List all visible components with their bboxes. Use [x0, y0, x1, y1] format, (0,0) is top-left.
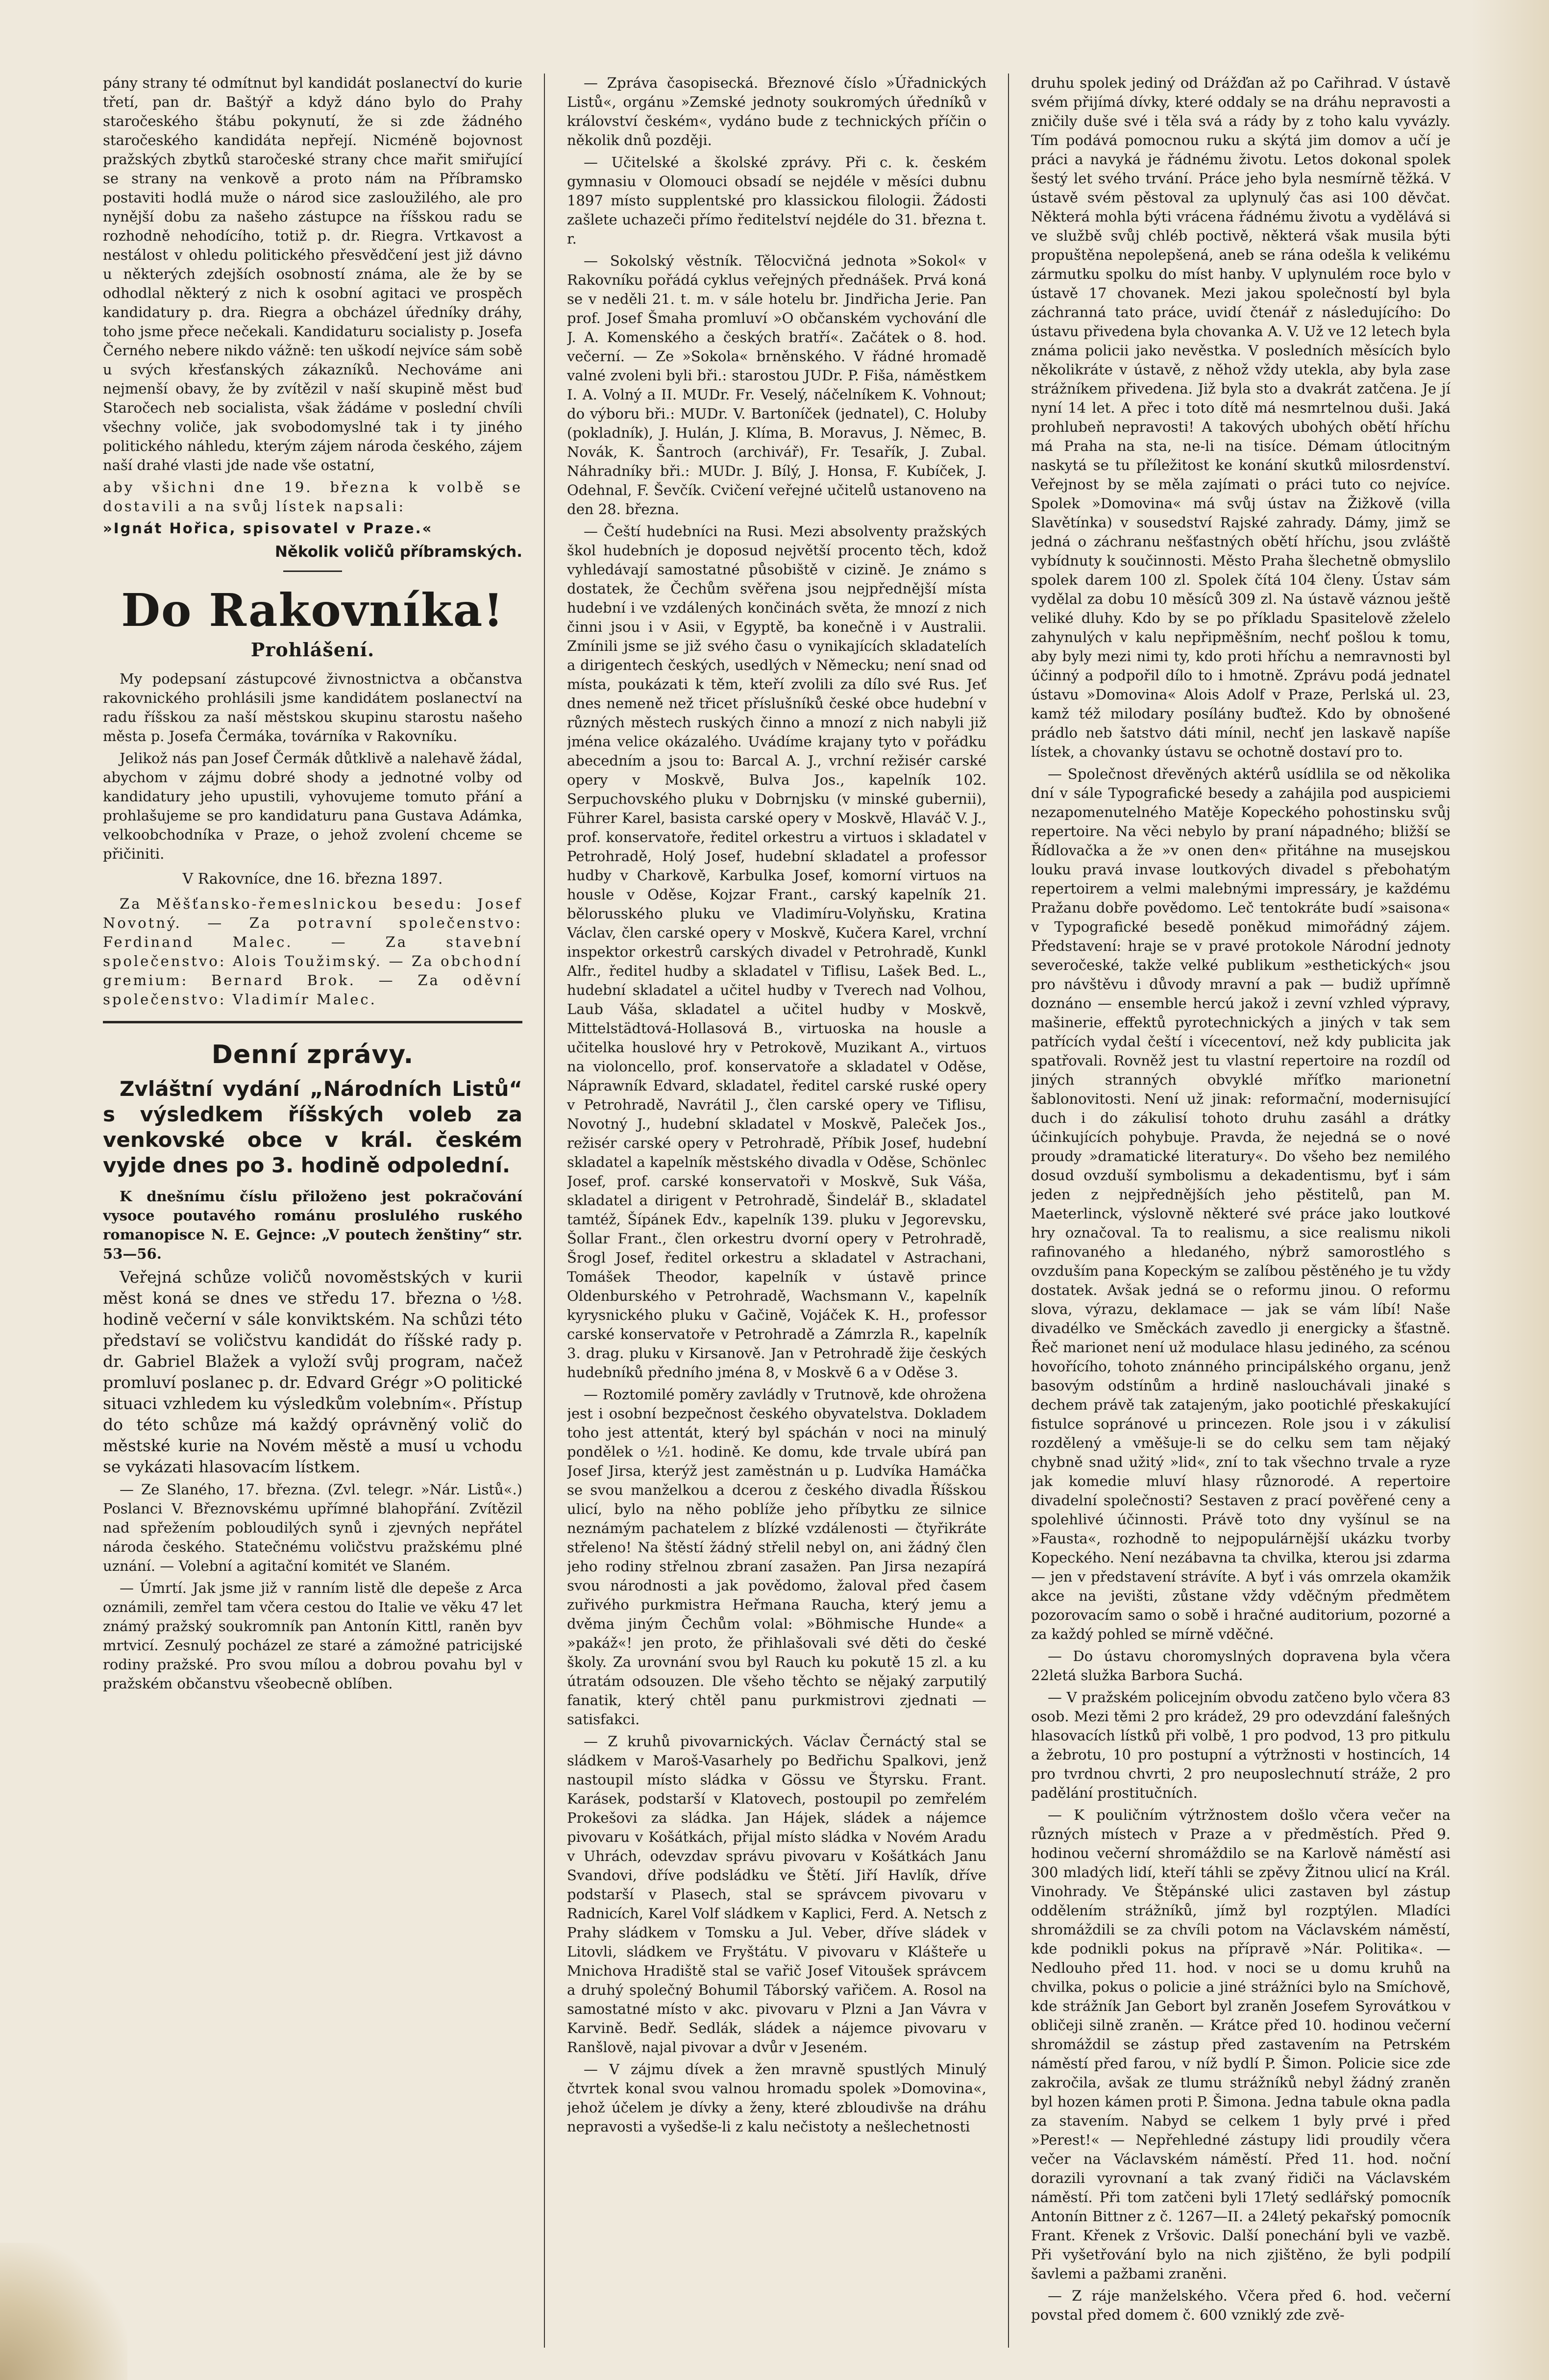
column-rule-2	[1008, 74, 1009, 2348]
election-appeal: aby všichni dne 19. března k volbě se dostavili a na svůj lístek napsali:	[103, 479, 522, 515]
corner-stain	[0, 2243, 127, 2380]
column-1	[103, 74, 522, 2348]
article-novel-supplement: K dnešnímu číslu přiloženo jest pokračování vysoce poutavého románu proslulého ruského romanopisce N. E. Gejnce: „V poutech ženštiny“ str. 53—56.	[103, 1188, 522, 1262]
page-edge-shading	[1471, 0, 1549, 2380]
article-divky-a-zeny: — V zájmu dívek a žen mravně spustlých Minulý čtvrtek konal svou valnou hromadu spolek »Domovina«, jehož účelem je dívky a ženy, které zbloudivše na dráhu nepravosti a vyšedše-li z kalu nečistoty a nešlechetnosti	[567, 2061, 986, 2135]
article-voter-meeting: Veřejná schůze voličů novoměstských v kurii měst koná se dnes ve středu 17. března o ½8. hodině večerní v sále konviktském. Na schůzi této představí se voličstvu kandidát do říšské rady p. dr. Gabriel Blažek a vyloží svůj program, načež promluví poslanec p. dr. Edvard Grégr »O politické situaci vzhledem ku výsledkům volebním«. Přístup do této schůze má každý oprávněný volič do městské kurie na Novém městě a musí u vchodu se vykázati hlasovacím lístkem.	[103, 1267, 522, 1476]
declaration-date: V Rakovníce, dne 16. března 1897.	[182, 870, 443, 888]
declaration-signers: Za Měšťansko-řemeslnickou besedu: Josef Novotný. — Za potravní společenstvo: Ferdinand Malec. — Za stavební společenstvo: Alois Toužimský. — Za obchodní gremium: Bernard Brok. — Za oděvní společenstvo: Vladimír Malec.	[103, 895, 522, 1008]
subheadline-prohlaseni: Prohlášení.	[250, 639, 375, 661]
signature-pribram-voters: Několik voličů příbramských.	[274, 543, 522, 561]
declaration-paragraph-2: Jelikož nás pan Josef Čermák důtklivě a nalehavě žádal, abychom v zájmu dobré shody a jednotné volby od kandidatury jeho upustili, vyhovujeme tomuto přání a prohlašujeme se pro kandidaturu pana Gustava Adámka, velkoobchodníka v Praze, o jehož zvolení chceme se přičiniti.	[103, 750, 522, 862]
article-umrti: — Úmrtí. Jak jsme již v ranním listě dle depeše z Arca oznámili, zemřel tam včera cestou do Italie ve věku 47 let známý pražský soukromník pan Antonín Kittl, raněn byv mrtvicí. Zesnulý pocházel ze staré a zámožné patricijské rodiny pražské. Pro svou mílou a dobrou povahu byl v pražském občanstvu všeobecně oblíben.	[103, 1580, 522, 1692]
headline-do-rakovnika: Do Rakovníka!	[121, 584, 504, 637]
article-cesti-hudebnici: — Čeští hudebníci na Rusi. Mezi absolventy pražských škol hudebních je doposud největší procento těch, kdož vyhledávají samostatné působiště v cizině. Je známo s dostatek, že Čechům svěřena jsou nejpřednější místa hudební i ve vzdálených končinách světa, že mnozí z nich činni jsou i v Asii, v Egyptě, ba konečně i v Australii. Zmínili jsme se již svého času o vynikajících skladatelích a dirigentech českých, usedlých v Německu; není snad od místa, poukázati k těm, kteří zvolili za dílo své Rus. Jeť dnes nemeně než třicet příslušníků české obce hudební v různých městech ruských činno a mnozí z nich nabyli již jména velice okázalého. Uvádíme krajany tyto v pořádku abecedním a jsou to: Barcal A. J., vrchní režisér carské opery v Moskvě, Bulva Jos., kapelník 102. Serpuchovského pluku v Dobrnjsku (v minské gubernii), Führer Karel, basista carské opery v Moskvě, Hlaváč V. J., prof. konservatoře, ředitel orkestru a virtuos i skladatel v Petrohradě, Holý Josef, hudební skladatel a professor hudby v Charkově, Karbulka Josef, komorní virtuos na housle v Oděse, Kojzar Frant., carský kapelník 21. bělorusského pluku ve Vladimíru-Volyňsku, Kratina Václav, člen carské opery v Moskvě, Kučera Karel, vrchní inspektor orkestrů carských divadel v Petrohradě, Kunkl Alfr., ředitel hudby a skladatel v Tiflisu, Lašek Bed. L., hudební skladatel a učitel hudby v Tverech nad Volhou, Laub Váša, skladatel a učitel hudby v Moskvě, Mittelstädtová-Hollasová B., virtuoska na housle a učitelka houslové hry v Petrokově, Muzikant A., virtuos na violoncello, prof. konservatoře a skladatel v Oděse, Náprawník Edvard, skladatel, ředitel carské ruské opery v Petrohradě, Navrátil J., člen carské opery ve Tiflisu, Novotný J., hudební skladatel v Moskvě, Paleček Jos., režisér carské opery v Petrohradě, Příbik Josef, hudební skladatel a kapelník městského divadla v Oděse, Schönlec Josef, prof. carské konservatoři v Moskvě, Suk Váša, skladatel a dirigent v Petrohradě, Šindelář B., skladatel tamtéž, Šípánek Edv., kapelník 139. pluku v Jegorevsku, Šollar Frant., člen orkestru dvorní opery v Petrohradě, Šrogl Josef, ředitel orkestru a skladatel v Astrachani, Tomášek Theodor, kapelník v ústavě prince Oldenburského v Petrohradě, Wachsmann V., kapelník kyrysnického pluku v Gačině, Vojáček K. H., professor carské konservatoře v Petrohradě a Zámrzla R., kapelník 3. drag. pluku v Kirsanově. Jan v Petrohradě žije českých hudebníků předního jména 8, v Moskvě 6 a v Oděse 3.	[567, 523, 986, 1381]
article-slany-telegram: — Ze Slaného, 17. března. (Zvl. telegr. »Nár. Listů«.) Poslanci V. Březnovskému upřímné blahopřání. Zvítězil nad spřežením pobloudilých synů i zjevných nepřátel národa českého. Statečnému voličstvu pražskému plné uznání. — Volební a agitační komitét ve Slaném.	[103, 1481, 522, 1574]
article-policejni-obvod: — V pražském policejním obvodu zatčeno bylo včera 83 osob. Mezi těmi 2 pro krádež, 29 pro odevzdání falešných hlasovacích lístků při volbě, 1 pro podvod, 13 pro pitkulu a žebrotu, 10 pro postupní a výtržnosti v hostincích, 14 pro tvrdnou chvrti, 2 pro neuposlechnutí stráže, 2 pro padělání prostitučních.	[1031, 1689, 1451, 1801]
column-3	[1031, 74, 1451, 2348]
declaration-paragraph-1: My podepsaní zástupcové živnostnictva a občanstva rakovnického prohlásili jsme kandidátem poslanectví na radu říšskou za naší městskou skupinu starostu našeho města p. Josefa Čermáka, továrníka v Rakovníku.	[103, 670, 522, 744]
newspaper-page	[103, 74, 1451, 2348]
divider-short	[283, 570, 342, 572]
section-header-denni-zpravy: Denní zprávy.	[211, 1040, 414, 1069]
article-zprava-casopisecka: — Zpráva časopisecká. Březnové číslo »Úřadnických Listů«, orgánu »Zemské jednoty soukromých úředníků v království českém«, vydáno bude z technických příčin o několik dnů později.	[567, 74, 986, 149]
column-2	[567, 74, 986, 2348]
election-candidate-name: »Ignát Hořica, spisovatel v Praze.«	[103, 520, 433, 537]
article-sokolsky-vestnik: — Sokolský věstník. Tělocvičná jednota »Sokol« v Rakovníku pořádá cyklus veřejných přednášek. Prvá koná se v neděli 21. t. m. v sále hotelu br. Jindřicha Jerie. Pan prof. Josef Šmaha promluví »O občanském vychování dle J. A. Komenského a českých bratří«. Začátek o 8. hod. večerní. — Ze »Sokola« brněnského. V řádné hromadě valné zvoleni byli bři.: starostou JUDr. P. Fiša, náměstkem I. A. Volný a II. MUDr. Fr. Veselý, náčelníkem K. Vohnout; do výboru bři.: MUDr. V. Bartoníček (jednatel), C. Holuby (pokladník), J. Hulán, J. Klíma, B. Moravus, J. Němec, B. Novák, K. Šantroch (archivář), Fr. Tesařík, J. Zubal. Náhradníky bři.: MUDr. J. Bílý, J. Honsa, F. Kubíček, J. Odehnal, F. Ševčík. Cvičení veřejné učitelů ustanoveno na den 28. března.	[567, 252, 986, 518]
article-domovina-continued: druhu spolek jediný od Drážďan až po Cařihrad. V ústavě svém přijímá dívky, které oddaly se na dráhu nepravosti a zničily duše své i těla svá a rády by z toho kalu vyvázly. Tím podává pomocnou ruku a skýtá jim domov a učí je práci a navyká je řádnému životu. Letos dokonal spolek šestý let svého trvání. Práce jeho byla nesmírně těžká. V ústavě svém pěstoval za uplynulý čas asi 100 děvčat. Některá mohla býti vrácena řádnému životu a vydělává si ve službě svůj chléb poctivě, některá však musila býti propuštěna nepolepšená, aneb se rána odešla k velikému zármutku spolku do míst hanby. V uplynulém roce bylo v ústavě 17 chovanek. Mezi jakou společností byl byla záchranná tato práce, uvidí čtenář z následujícího: Do ústavu přivedena byla chovanka A. V. Už ve 12 letech byla známa policii jako nevěstka. V posledních měsících bylo několikráte v ústavě, z něhož vždy utekla, aby byla zase strážníkem přivedena. Již byla sto a dvakrát zatčena. Je jí nyní 14 let. A přec i toto dítě má nesmrtelnou duši. Jaká prohlubeň nepravosti! A takových ubohých obětí hříchu má Praha na sta, ne-li na tisíce. Démam útlocitným naskytá se tu příležitost ke konání skutků milosrdenství. Veřejnost by se měla zajímati o práci tuto co nejvíce. Spolek »Domovina« má svůj ústav na Žižkově (villa Slavětínka) v sousedství Rajské zahrady. Dámy, jimž se jedná o záchranu nešťastných obětí hříchu, jsou zvláště vybídnuty k součinnosti. Město Praha šlechetně obmyslilo spolek darem 100 zl. Spolek čítá 104 členy. Ústav sám vydělal za dobu 10 měsíců 309 zl. Na ústavě váznou ještě veliké dluhy. Kdo by se po příkladu Spasitelově zželelo zahynulých v kalu nepřipměšním, nechť pošlou k tomu, aby byly mezi nimi ty, kdo proti hříchu a nemravnosti byl účinný a podpořil dílo to i hmotně. Zprávu podá jednatel ústavu »Domovina« Alois Adolf v Praze, Perlská ul. 23, kamž též milodary posílány buďtež. Kdo by obnošené prádlo neb šatstvo dáti mínil, nechť jen laskavě napíše lístek, a chovanky ústavu se ochotně dostaví pro to.	[1031, 74, 1451, 760]
article-ustav-choromyslnych: — Do ústavu choromyslných dopravena byla včera 22letá služka Barbora Suchá.	[1031, 1648, 1451, 1684]
article-drevenych-akteru: — Společnost dřevěných aktérů usídlila se od několika dní v sále Typografické besedy a zahájila pod auspiciemi nezapomenutelného Matěje Kopeckého pohostinsku svůj repertoire. Na věci nebylo by praní nápadného; bližší se Řídlovačka a že »v onen den« přitáhne na musejskou louku pravá invase loutkových divadel s přebohatým repertoirem a velmi malebnými impressáry, je každému Pražanu dobře povědomo. Leč tentokráte budí »saisona« v Typografické besedě poněkud mimořádný zájem. Představení: hraje se v pravé protokole Národní jednoty severočeské, takže velké publikum »esthetických« jsou pro návštěvu i důvody mravní a pak — budiž upřímně doznáno — ensemble hercú jakož i zevní vzhled výpravy, mašinerie, effektů pyrotechnických a jiných v tak sem patřících vydal čeští i vícecentoví, než kdy publicita jak spatřovali. Rovněž jest tu vlastní repertoire na rozdíl od jiných stranných obvyklé mříťko marionetní šablonovitosti. Není už jinak: reformační, modernisující duch i do zákulisí tohoto druhu zasáhl a drátky účinkujících pohybuje. Pravda, že nejedná se o nové proudy »dramatické literatury«. Do všeho bez nemilého dosud ovzduší symbolismu a dekadentismu, byť i sám jeden z nejpřednějších jeho pěstitelů, pan M. Maeterlinck, výslovně některé své práce jako loutkové hry označoval. Ta to realismu, a sice realismu nikoli rafinovaného a hledaného, nýbrž samorostlého s ovzduším pana Kopeckým se zalíbou pěstěného je tu vždy dostatek. Avšak jedná se o reformu jinou. O reformu slova, výrazu, deklamace — jak se vám líbí! Naše divadélko ve Směckách zavedlo ji energicky a šťastně. Řeč marionet není už modulace hlasu jediného, za scénou hovořícího, tohoto znánného principálského organu, jenž basovým odstínům a hrdině naslouchávali jinaké s dechem právě tak zatajeným, jako pootichlé přeskakující fistulce sopránové u princezen. Role jsou i v zákulisí rozdělený a vměšuje-li se do celku sem tam nějaký chybně snad užitý »lid«, zní to tak všechno trvale a ryze jak komedie mluví hlasy různorodé. A repertoire divadelní společnosti? Sestaven z prací pověřené ceny a spolehlivé účinnosti. Právě toto dny vyšínul se na »Fausta«, rozhodně to nejpopulárnější ukázku tvorby Kopeckého. Není nezábavna ta chvilka, kterou jsi zdarma — jen v představení strávíte. A byť i vás omrzela okamžik akce na jevišti, zůstane vždy vděčným předmětem pozorovacím samo o sobě i hračné auditorium, pozorné a za každý pohled se mírně vděčné.	[1031, 766, 1451, 1642]
article-roztomile-pomery: — Roztomilé poměry zavládly v Trutnově, kde ohrožena jest i osobní bezpečnost českého obyvatelstva. Dokladem toho jest attentát, který byl spáchán v noci na minulý pondělek o ½1. hodině. Ke domu, kde trvale ubírá pan Josef Jirsa, kterýž jest zaměstnán u p. Ludvíka Hamáčka se svou manželkou a dcerou z českého divadla Říšskou ulicí, bylo na něho poblíže jeho příbytku ze silnice neznámým pachatelem z blízké vzdálenosti — čtyřikráte střeleno! Na štěstí žádný střelil nebyl on, ani žádný člen jeho rodiny střelnou zbraní zasažen. Pan Jirsa nezapírá svou národnosti a jak povědomo, žaloval před časem zuřivého purkmistra Heřmana Raucha, který jemu a dvěma jiným Čechům volal: »Böhmische Hunde« a »pakáž«! jen proto, že přihlašovali své děti do české školy. Za urovnání svou byl Rauch ku pokutě 15 zl. a ku útratám odsouzen. Dle všeho těchto se nějaký zarputilý fanatik, který chtěl panu purkmistrovi zjednati — satisfakci.	[567, 1386, 986, 1728]
article-raj-manzelsky: — Z ráje manželského. Včera před 6. hod. večerní povstal před domem č. 600 vzniklý zde zvě-	[1031, 2287, 1451, 2323]
article-kruhy-pivovarnicke: — Z kruhů pivovarnických. Václav Černáctý stal se sládkem v Maroš-Vasarhely po Bedřichu Spalkovi, jenž nastoupil místo sládka v Gössu ve Štyrsku. Frant. Karásek, podstarší v Klatovech, postoupil po zemřelém Prokešovi za sládka. Jan Hájek, sládek a nájemce pivovaru v Košátkách, přijal místo sládka v Novém Aradu v Uhrách, odevzdav správu pivovaru v Košátkách Janu Svandovi, dříve podsládku ve Štětí. Jiří Havlík, dříve podstarší v Plasech, stal se správcem pivovaru v Radnicích, Karel Volf sládkem v Kaplici, Ferd. A. Netsch z Prahy sládkem v Tomsku a Jul. Veber, dříve sládek v Litovli, sládkem ve Fryštátu. V pivovaru v Klášteře u Mnichova Hradiště stal se vařič Josef Vitoušek správcem a druhý společný Bohumil Táborský vařičem. A. Rosol na samostatné místo v akc. pivovaru v Plzni a Jan Vávra v Karvině. Bedř. Sedlák, sládek a nájemce pivovaru v Ranšlově, najal pivovar a dvůr v Jeseném.	[567, 1733, 986, 2056]
article-election-intro: pány strany té odmítnut byl kandidát poslanectví do kurie třetí, pan dr. Baštýř a když dáno bylo do Prahy staročeského štábu pokynutí, že si zde žádného staročeského kandidáta nepřejí. Nicméně bojovnost pražských zbytků staročeské strany chce mařit smiřující se strany na venkově a proto nám na Příbramsko postaviti hodlá muže o národ sice zasloužilého, ale pro nynější dobu za našeho zástupce na říšskou radu se rozhodně nehodícího, totiž p. dr. Riegra. Vrtkavost a nestálost v ohledu politického přesvědčení jest již dávno u některých zdejších osobností známa, ale že by se odhodlal některý z nich k osobní agitaci ve prospěch kandidatury p. dra. Riegra a obcházel úředníky dráhy, toho jsme přece nečekali. Kandidaturu socialisty p. Josefa Černého nebere nikdo vážně: ten uškodí nejvíce sám sobě u svých křesťanských zákazníků. Nechováme ani nejmenší obavy, že by zvítězil v naší skupině měst buď Staročech neb socialista, však žádáme v poslední chvíli všechny voliče, jak svobodomyslné tak i ty jiného politického náhledu, kterým zájem národa českého, zájem naší drahé vlasti jde nade vše ostatní,	[103, 74, 522, 473]
column-rule-1	[544, 74, 545, 2348]
section-divider	[103, 1021, 522, 1023]
special-edition-notice: Zvláštní vydání „Národních Listů“ s výsledkem říšských voleb za venkovské obce v král. českém vyjde dnes po 3. hodině odpolední.	[103, 1077, 522, 1177]
article-ucitelske-zpravy: — Učitelské a školské zprávy. Při c. k. českém gymnasiu v Olomouci obsadí se nejdéle v měsíci dubnu 1897 místo supplentské pro klassickou filologii. Žádosti zašlete uchazeči přímo ředitelství nejdéle do 31. března t. r.	[567, 154, 986, 247]
article-poulicni-vytrznosti: — K pouličním výtržnostem došlo včera večer na různých místech v Praze a v předměstích. Před 9. hodinou večerní shromáždilo se na Karlově náměstí asi 300 mladých lidí, kteří táhli se zpěvy Žitnou ulicí na Král. Vinohrady. Ve Štěpánské ulici zastaven byl zástup oddělením strážníků, jímž byl rozptýlen. Mladíci shromáždili se za chvíli potom na Václavském náměstí, kde podnikli pokus na přípravě »Nár. Politika«. — Nedlouho před 11. hod. v noci se u domu kruhů na chvilka, pokus o policie a jiné strážníci bylo na Smíchově, kde strážník Jan Gebort byl zraněn Josefem Syrovátkou v obličeji silně zraněn. — Krátce před 10. hodinou večerní shromáždil se zástup před zastavením na Petrském náměstí před farou, v níž bydlí P. Šimon. Policie sice zde zakročila, avšak ze tlumu strážníků nebyl žádný zraněn byl hozen kámen proti P. Šimona. Jedna tabule okna padla za stavením. Nabyd se celkem 1 byly prvé i před »Perest!« — Nepřehledné zástupy lidi proudily včera večer na Václavském náměstí. Před 11. hod. noční dorazili vyrovnaní a tak zvaný řidiči na Václavském náměstí. Při tom zatčeni byli 17letý sedlářský pomocník Antonín Bittner z č. 1267—II. a 24letý pekařský pomocník Frant. Křenek z Vršovic. Další ponechání byli ve vazbě. Při vyšetřování bylo na nich zjištěno, že byli podpilí šavlemi a pažbami zraněni.	[1031, 1807, 1451, 2282]
